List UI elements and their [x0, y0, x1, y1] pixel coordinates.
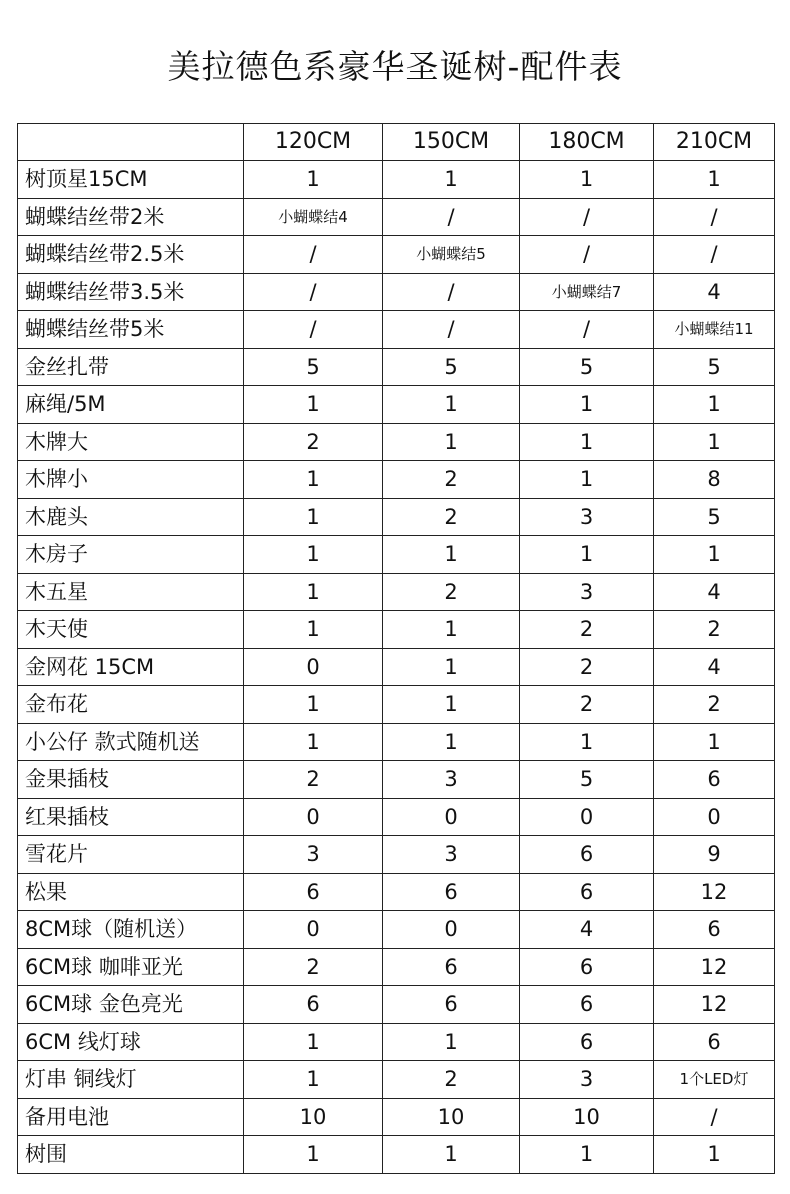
table-row [18, 161, 775, 199]
quantity-cell: 0 [520, 798, 654, 836]
quantity-cell: 12 [654, 873, 775, 911]
quantity-cell: 6 [520, 1023, 654, 1061]
quantity-cell: / [244, 236, 383, 274]
quantity-cell: 6 [383, 986, 520, 1024]
quantity-cell: / [383, 311, 520, 349]
quantity-cell: / [383, 273, 520, 311]
quantity-cell: 1 [244, 723, 383, 761]
header-cell-180cm: 180CM [520, 124, 654, 161]
item-name-cell: 金丝扎带 [18, 348, 244, 386]
item-name-cell: 金网花 15CM [18, 648, 244, 686]
quantity-cell: 1 [654, 161, 775, 199]
quantity-cell: 1 [654, 1136, 775, 1174]
quantity-cell: 9 [654, 836, 775, 874]
quantity-cell: / [520, 198, 654, 236]
table-row [18, 311, 775, 349]
table-row [18, 761, 775, 799]
quantity-cell: 1 [244, 1136, 383, 1174]
quantity-cell: 8 [654, 461, 775, 499]
quantity-cell: 5 [520, 761, 654, 799]
quantity-cell: / [520, 236, 654, 274]
item-name-cell: 蝴蝶结丝带2米 [18, 198, 244, 236]
quantity-cell: 10 [520, 1098, 654, 1136]
table-row [18, 423, 775, 461]
quantity-cell: 5 [244, 348, 383, 386]
quantity-cell: 5 [520, 348, 654, 386]
table-row [18, 798, 775, 836]
item-name-cell: 松果 [18, 873, 244, 911]
item-name-cell: 6CM 线灯球 [18, 1023, 244, 1061]
item-name-cell: 小公仔 款式随机送 [18, 723, 244, 761]
item-name-cell: 麻绳/5M [18, 386, 244, 424]
quantity-cell: 6 [244, 873, 383, 911]
quantity-cell: 2 [654, 611, 775, 649]
quantity-cell: 1 [383, 161, 520, 199]
quantity-cell: 0 [244, 798, 383, 836]
quantity-cell: 1 [383, 686, 520, 724]
table-row [18, 948, 775, 986]
quantity-cell: 1 [244, 461, 383, 499]
item-name-cell: 木房子 [18, 536, 244, 574]
item-name-cell: 雪花片 [18, 836, 244, 874]
quantity-cell: 1 [244, 161, 383, 199]
table-row [18, 723, 775, 761]
table-row [18, 461, 775, 499]
table-row [18, 1061, 775, 1099]
header-cell-150cm: 150CM [383, 124, 520, 161]
header-row [18, 124, 775, 161]
item-name-cell: 8CM球（随机送） [18, 911, 244, 949]
quantity-cell: 1 [244, 1061, 383, 1099]
table-row [18, 198, 775, 236]
item-name-cell: 木牌小 [18, 461, 244, 499]
table-row [18, 836, 775, 874]
quantity-cell: 2 [244, 948, 383, 986]
quantity-cell: 1 [383, 611, 520, 649]
quantity-cell: 2 [383, 573, 520, 611]
quantity-cell: 小蝴蝶结7 [520, 273, 654, 311]
item-name-cell: 蝴蝶结丝带5米 [18, 311, 244, 349]
quantity-cell: 5 [654, 498, 775, 536]
table-row [18, 1023, 775, 1061]
quantity-cell: / [244, 273, 383, 311]
table-row [18, 1098, 775, 1136]
quantity-cell: 5 [383, 348, 520, 386]
table-row [18, 348, 775, 386]
quantity-cell: 0 [244, 648, 383, 686]
quantity-cell: 1 [520, 386, 654, 424]
quantity-cell: 1 [654, 423, 775, 461]
item-name-cell: 树围 [18, 1136, 244, 1174]
item-name-cell: 备用电池 [18, 1098, 244, 1136]
quantity-cell: 1 [244, 686, 383, 724]
item-name-cell: 灯串 铜线灯 [18, 1061, 244, 1099]
quantity-cell: 4 [654, 573, 775, 611]
table-row [18, 1136, 775, 1174]
quantity-cell: 2 [520, 686, 654, 724]
table-row [18, 386, 775, 424]
table-row [18, 611, 775, 649]
quantity-cell: 6 [654, 911, 775, 949]
quantity-cell: 1 [383, 423, 520, 461]
quantity-cell: 6 [383, 873, 520, 911]
quantity-cell: 2 [520, 611, 654, 649]
quantity-cell: 3 [520, 498, 654, 536]
page-title: 美拉德色系豪华圣诞树-配件表 [167, 47, 623, 86]
table-row [18, 648, 775, 686]
quantity-cell: 1 [244, 1023, 383, 1061]
quantity-cell: 小蝴蝶结4 [244, 198, 383, 236]
quantity-cell: 1 [383, 1023, 520, 1061]
quantity-cell: / [520, 311, 654, 349]
quantity-cell: 1 [383, 723, 520, 761]
quantity-cell: 2 [244, 761, 383, 799]
quantity-cell: 3 [383, 761, 520, 799]
quantity-cell: / [654, 1098, 775, 1136]
quantity-cell: 1 [520, 536, 654, 574]
item-name-cell: 蝴蝶结丝带2.5米 [18, 236, 244, 274]
quantity-cell: 6 [383, 948, 520, 986]
quantity-cell: 1 [383, 1136, 520, 1174]
table-row [18, 536, 775, 574]
quantity-cell: / [654, 198, 775, 236]
quantity-cell: / [383, 198, 520, 236]
quantity-cell: 1 [244, 573, 383, 611]
quantity-cell: 2 [383, 498, 520, 536]
quantity-cell: 1 [520, 423, 654, 461]
quantity-cell: 6 [520, 986, 654, 1024]
quantity-cell: 小蝴蝶结11 [654, 311, 775, 349]
quantity-cell: 0 [654, 798, 775, 836]
quantity-cell: 2 [654, 686, 775, 724]
quantity-cell: 1 [520, 723, 654, 761]
item-name-cell: 木五星 [18, 573, 244, 611]
quantity-cell: 6 [244, 986, 383, 1024]
table-row [18, 236, 775, 274]
quantity-cell: 0 [383, 798, 520, 836]
quantity-cell: 6 [520, 873, 654, 911]
quantity-cell: 5 [654, 348, 775, 386]
header-cell-120cm: 120CM [244, 124, 383, 161]
header-cell-item [18, 124, 244, 161]
table-row [18, 573, 775, 611]
quantity-cell: 1个LED灯 [654, 1061, 775, 1099]
table-row [18, 498, 775, 536]
quantity-cell: 1 [520, 161, 654, 199]
table-row [18, 873, 775, 911]
item-name-cell: 红果插枝 [18, 798, 244, 836]
quantity-cell: 10 [383, 1098, 520, 1136]
quantity-cell: 1 [244, 611, 383, 649]
quantity-cell: 1 [383, 386, 520, 424]
item-name-cell: 蝴蝶结丝带3.5米 [18, 273, 244, 311]
quantity-cell: 12 [654, 986, 775, 1024]
quantity-cell: 0 [383, 911, 520, 949]
quantity-cell: 10 [244, 1098, 383, 1136]
quantity-cell: 1 [244, 498, 383, 536]
quantity-cell: 4 [520, 911, 654, 949]
table-row [18, 911, 775, 949]
item-name-cell: 金果插枝 [18, 761, 244, 799]
quantity-cell: 3 [520, 1061, 654, 1099]
quantity-cell: 1 [383, 648, 520, 686]
quantity-cell: 6 [654, 1023, 775, 1061]
quantity-cell: 0 [244, 911, 383, 949]
quantity-cell: 1 [520, 1136, 654, 1174]
quantity-cell: 1 [654, 386, 775, 424]
item-name-cell: 6CM球 金色亮光 [18, 986, 244, 1024]
quantity-cell: 1 [244, 386, 383, 424]
header-cell-210cm: 210CM [654, 124, 775, 161]
table-row [18, 686, 775, 724]
table-row [18, 986, 775, 1024]
item-name-cell: 树顶星15CM [18, 161, 244, 199]
quantity-cell: 4 [654, 648, 775, 686]
quantity-cell: 2 [383, 1061, 520, 1099]
quantity-cell: 3 [383, 836, 520, 874]
quantity-cell: 6 [520, 948, 654, 986]
quantity-cell: 1 [654, 723, 775, 761]
quantity-cell: 小蝴蝶结5 [383, 236, 520, 274]
quantity-cell: / [654, 236, 775, 274]
quantity-cell: 2 [383, 461, 520, 499]
quantity-cell: 2 [520, 648, 654, 686]
item-name-cell: 6CM球 咖啡亚光 [18, 948, 244, 986]
quantity-cell: 3 [520, 573, 654, 611]
item-name-cell: 木牌大 [18, 423, 244, 461]
quantity-cell: 3 [244, 836, 383, 874]
quantity-cell: 1 [654, 536, 775, 574]
quantity-cell: 1 [520, 461, 654, 499]
quantity-cell: / [244, 311, 383, 349]
item-name-cell: 木天使 [18, 611, 244, 649]
quantity-cell: 6 [654, 761, 775, 799]
quantity-cell: 4 [654, 273, 775, 311]
table-row [18, 273, 775, 311]
quantity-cell: 1 [244, 536, 383, 574]
accessories-table [17, 123, 775, 1174]
quantity-cell: 6 [520, 836, 654, 874]
quantity-cell: 1 [383, 536, 520, 574]
table-body [18, 124, 775, 1174]
item-name-cell: 木鹿头 [18, 498, 244, 536]
item-name-cell: 金布花 [18, 686, 244, 724]
quantity-cell: 2 [244, 423, 383, 461]
quantity-cell: 12 [654, 948, 775, 986]
